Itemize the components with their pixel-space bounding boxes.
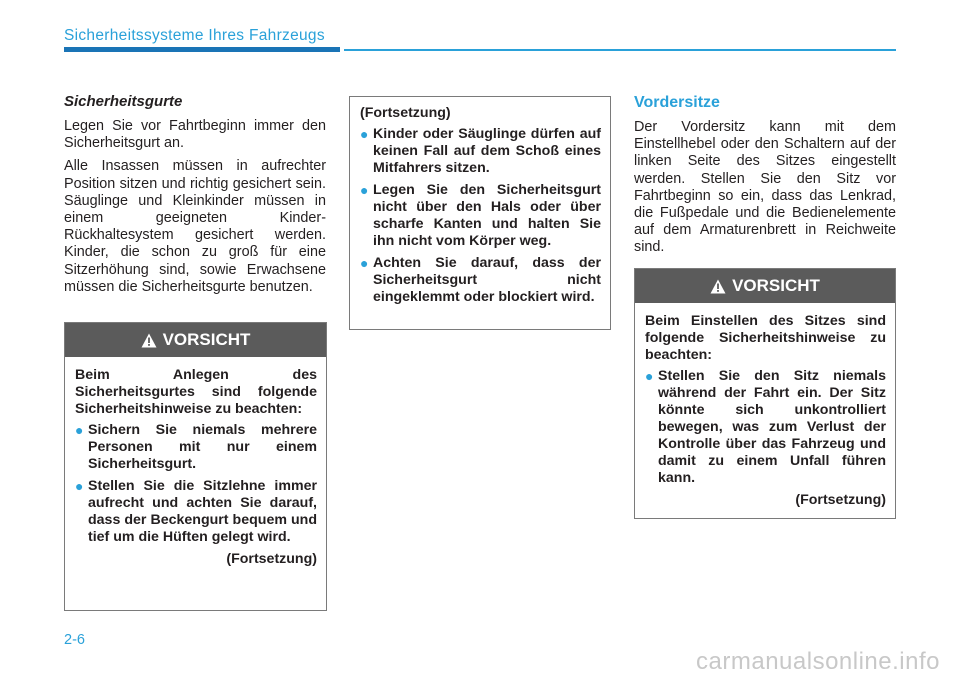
page-number: 2-6 [64, 632, 85, 648]
left-column [64, 93, 326, 302]
list-item-text: Sichern Sie niemals mehrere Personen mit nur einem Sicherheitsgurt. [88, 422, 317, 472]
paragraph: Alle Insassen müssen in aufrechter Position sitzen und richtig gesichert sein. Säuglinge und Kleinkinder müssen in einem geeigneten Kinder-Rückhaltesystem gesichert werden. Kinder, die schon zu groß für eine Sitzerhöhung sind, sowie Erwachsene müssen die Sicherheitsgurte benutzen. [64, 158, 326, 295]
caution-header [65, 323, 326, 357]
caution-box-seatbelts [64, 322, 327, 611]
continued-label: (Fortsetzung) [795, 492, 886, 508]
caution-intro: Beim Einstellen des Sitzes sind folgende Sicherheitshinweise zu beachten: [645, 313, 886, 363]
list-item-text: Achten Sie darauf, dass der Sicherheitsgurt nicht eingeklemmt oder blockiert wird. [373, 255, 601, 305]
caution-box-seats [634, 268, 896, 519]
right-column [634, 93, 896, 263]
list-item-text: Kinder oder Säuglinge dürfen auf keinen Fall auf dem Schoß eines Mitfahrers sitzen. [373, 126, 601, 176]
caution-body [350, 97, 610, 319]
caution-intro: Beim Anlegen des Sicherheitsgurtes sind folgende Sicherheitshinweise zu beachten: [75, 367, 317, 417]
list-item [645, 368, 886, 487]
list-item [360, 126, 601, 177]
caution-body [635, 303, 895, 517]
warning-triangle-icon [710, 272, 726, 306]
caution-body [65, 357, 326, 576]
list-item-text: Stellen Sie die Sitzlehne immer aufrecht und achten Sie darauf, dass der Beckengurt bequem und tief um die Hüften gelegt wird. [88, 478, 317, 545]
watermark: carmanualsonline.info [696, 648, 940, 675]
caution-header [635, 269, 895, 303]
list-item [75, 478, 317, 546]
caution-list [645, 368, 886, 487]
caution-list [360, 126, 601, 306]
paragraph: Legen Sie vor Fahrtbeginn immer den Sicherheitsgurt an. [64, 118, 326, 152]
bullet-dot-icon: ● [75, 478, 84, 494]
section-title: Sicherheitssysteme Ihres Fahrzeugs [64, 27, 325, 44]
continued-header: (Fortsetzung) [360, 105, 451, 121]
list-item-text: Legen Sie den Sicherheitsgurt nicht über den Hals oder über scharfe Kanten und halten Sie ihn nicht vom Körper weg. [373, 182, 601, 249]
caution-title: VORSICHT [162, 330, 251, 349]
caution-title: VORSICHT [732, 276, 820, 295]
list-item [75, 422, 317, 473]
header-bar-accent [64, 47, 340, 52]
bullet-dot-icon: ● [360, 182, 369, 198]
bullet-dot-icon: ● [75, 422, 84, 438]
bullet-dot-icon: ● [645, 368, 654, 384]
continued-label: (Fortsetzung) [226, 551, 317, 567]
bullet-dot-icon: ● [360, 255, 369, 271]
paragraph: Der Vordersitz kann mit dem Einstellhebel oder den Schaltern auf der linken Seite des Sitzes eingestellt werden. Stellen Sie den Sitz vor Fahrtbeginn so ein, dass das Lenkrad, die Fußpedale und die Bedienelemente auf dem Armaturenbrett in Reichweite sind. [634, 119, 896, 256]
bullet-dot-icon: ● [360, 126, 369, 142]
list-item-text: Stellen Sie den Sitz niemals während der Fahrt ein. Der Sitz könnte sich unkontrolliert bewegen, was zum Verlust der Kontrolle über das Fahrzeug und damit zu einem Unfall führen kann. [658, 368, 886, 486]
caution-box-continued [349, 96, 611, 330]
section-heading-seatbelts: Sicherheitsgurte [64, 93, 183, 110]
header-rule [344, 49, 896, 51]
section-heading-front-seats: Vordersitze [634, 94, 720, 111]
warning-triangle-icon [141, 326, 157, 360]
caution-list [75, 422, 317, 546]
list-item [360, 255, 601, 306]
list-item [360, 182, 601, 250]
